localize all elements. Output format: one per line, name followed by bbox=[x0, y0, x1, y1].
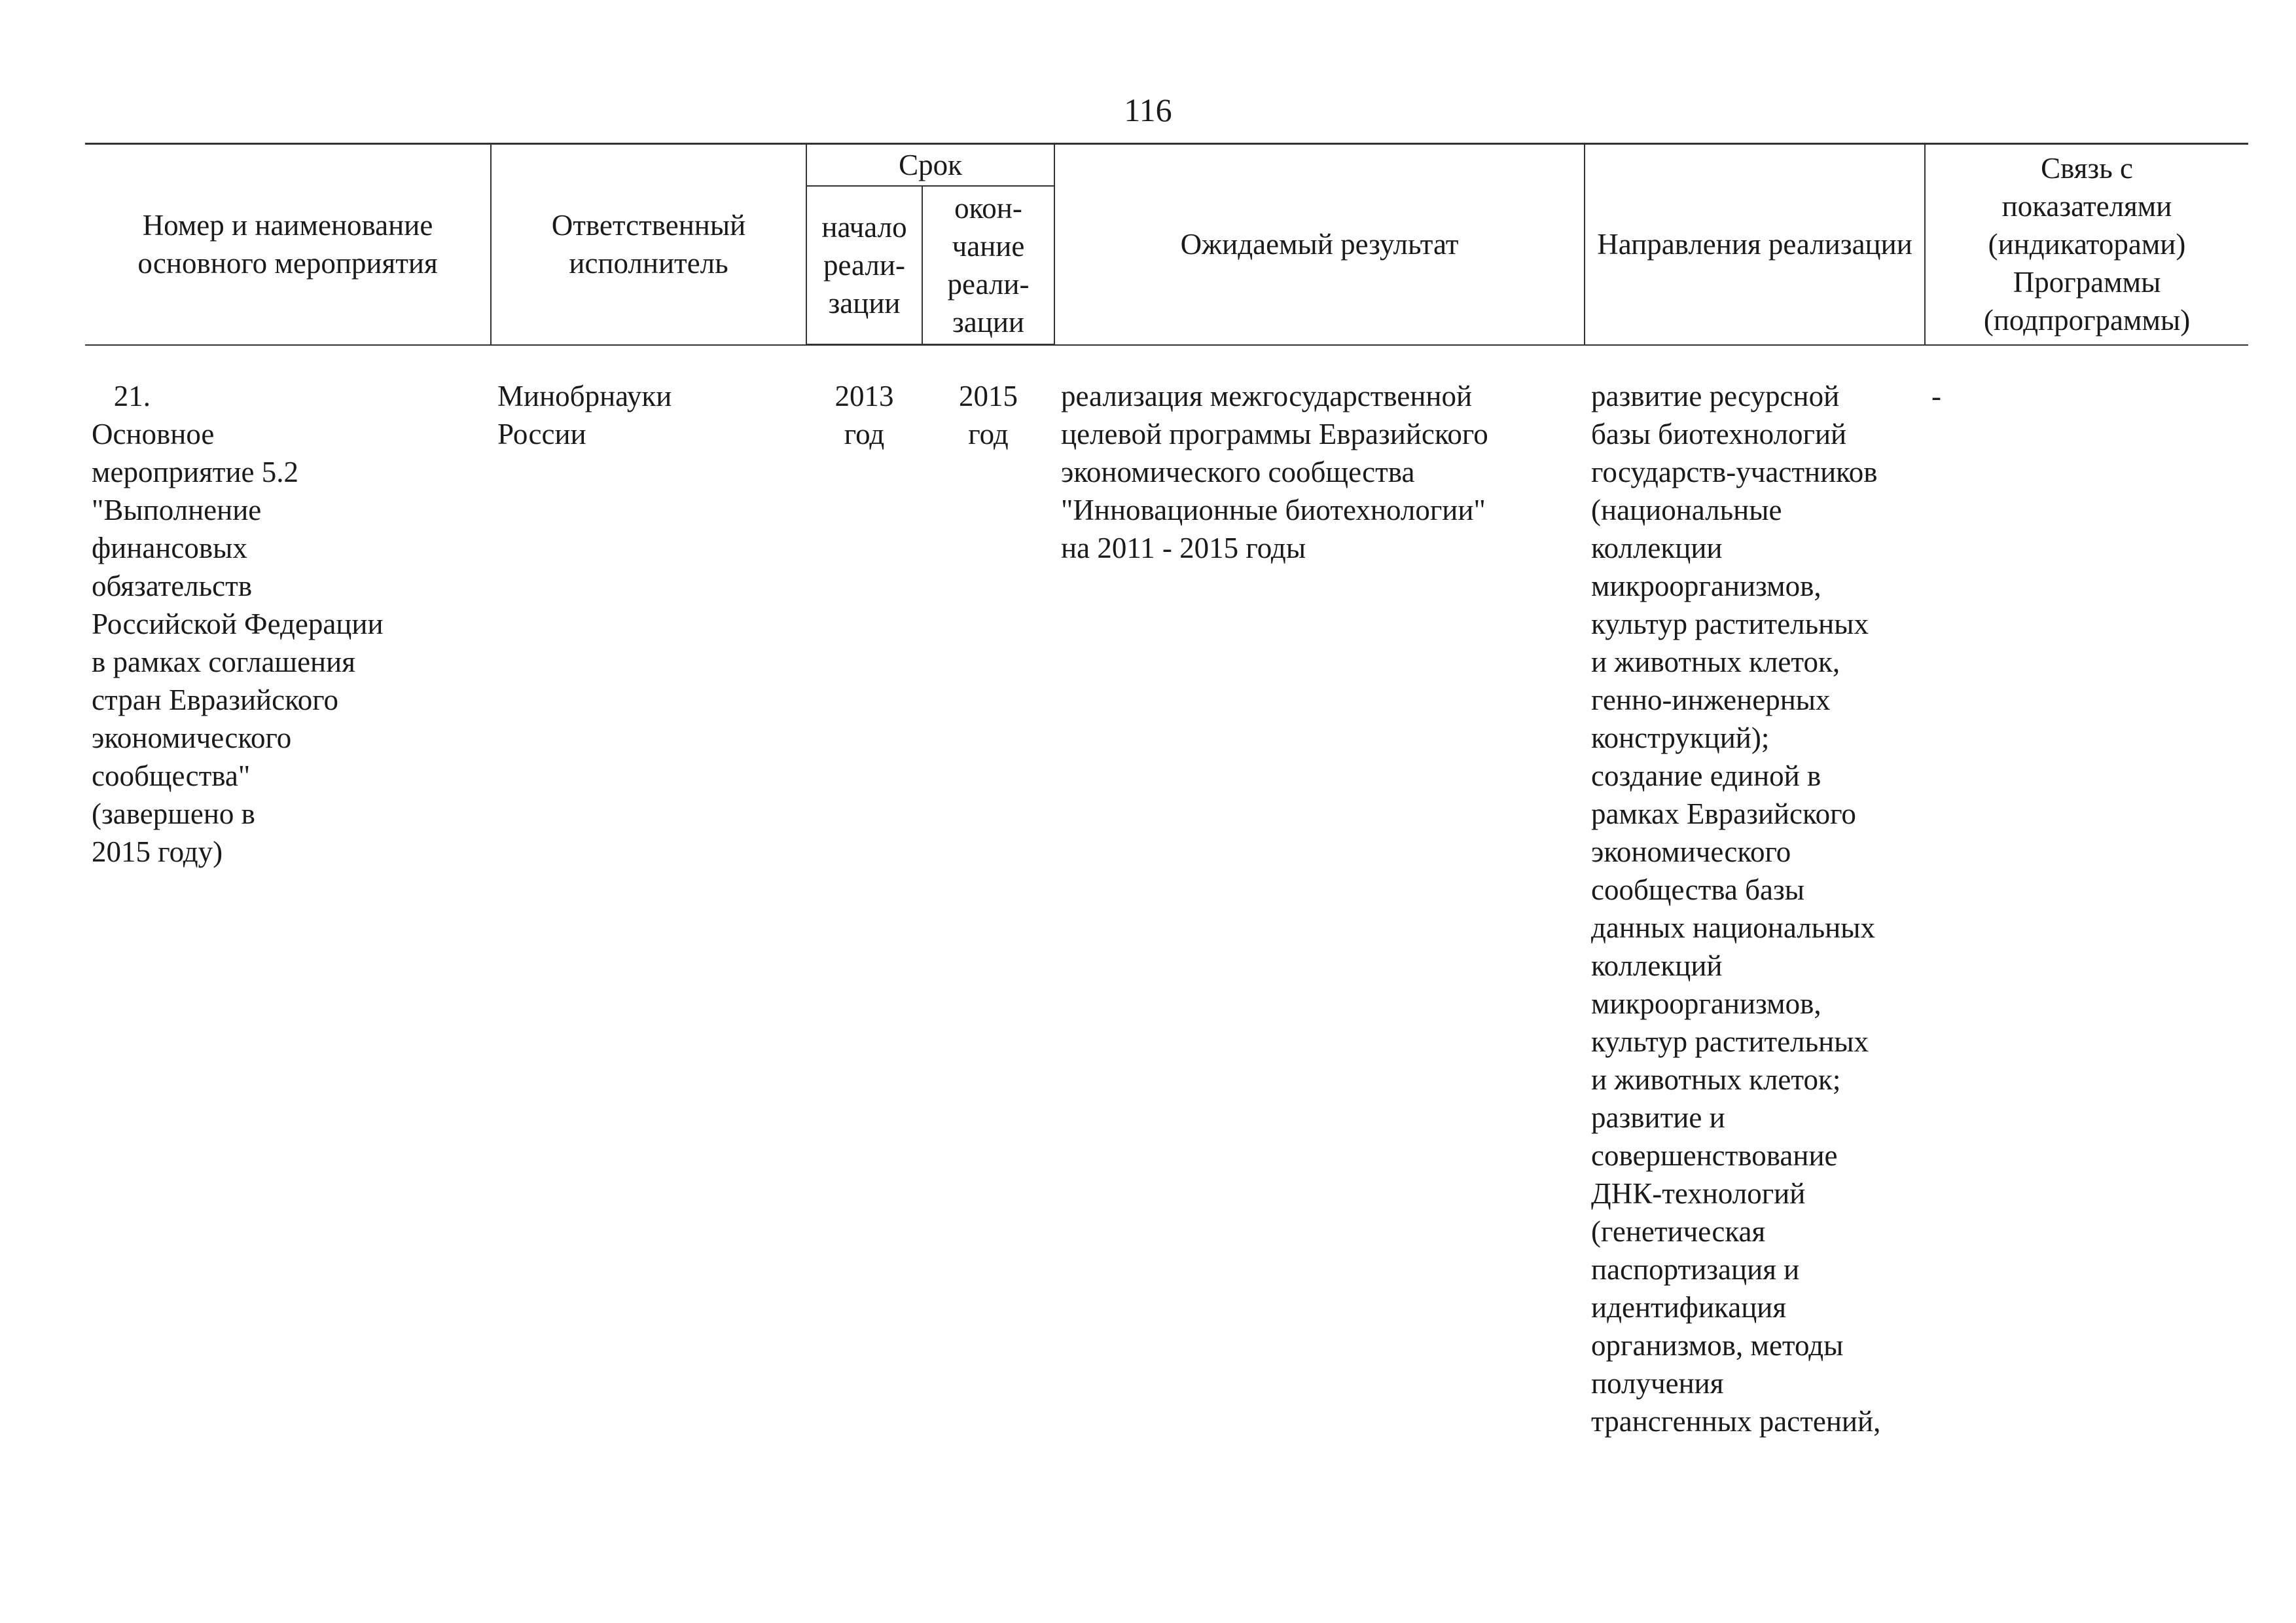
header-term-end: окон- чание реали- зации bbox=[922, 186, 1054, 345]
header-term-start: начало реали- зации bbox=[806, 186, 922, 345]
header-result: Ожидаемый результат bbox=[1054, 144, 1585, 345]
header-name: Номер и наименование основного мероприятия bbox=[85, 144, 491, 345]
cell-start: 2013 год bbox=[834, 380, 894, 450]
measure-name: Основное мероприятие 5.2 "Выполнение финансовых обязательств Российской Федерации в рамках соглашения стран Евразийского экономического сообщества" (завершено в 2015 году) bbox=[92, 417, 384, 868]
cell-executor: Минобрнауки России bbox=[497, 379, 672, 450]
cell-directions: развитие ресурсной базы биотехнологий государств-участников (национальные коллекции микроорганизмов, культур растительных и животных клеток, генно-инженерных конструкций); создание единой в рамках Евразийского экономического сообщества базы данных национальных коллекций микроорганизмов, культур растительных и животных клеток; развитие и совершенствование ДНК-технологий (генетическая паспортизация и идентификация организмов, методы получения трансгенных растений, bbox=[1591, 379, 1881, 1438]
cell-result: реализация межгосударственной целевой программы Евразийского экономического сообщества "Инновационные биотехнологии" на 2011 - 2015 годы bbox=[1061, 379, 1488, 564]
row-number: 21. bbox=[113, 379, 151, 412]
measures-table bbox=[85, 143, 2248, 1440]
header-term: Срок bbox=[806, 144, 1054, 187]
cell-name bbox=[85, 345, 491, 1440]
header-directions: Направления реализации bbox=[1585, 144, 1925, 345]
cell-end: 2015 год bbox=[959, 380, 1018, 450]
header-link: Связь с показателями (индикаторами) Программы (подпрограммы) bbox=[1925, 144, 2248, 345]
page-number: 116 bbox=[1124, 92, 1172, 128]
table-row bbox=[85, 345, 2248, 1440]
cell-link: - bbox=[1931, 379, 1942, 412]
header-executor: Ответственный исполнитель bbox=[491, 144, 806, 345]
